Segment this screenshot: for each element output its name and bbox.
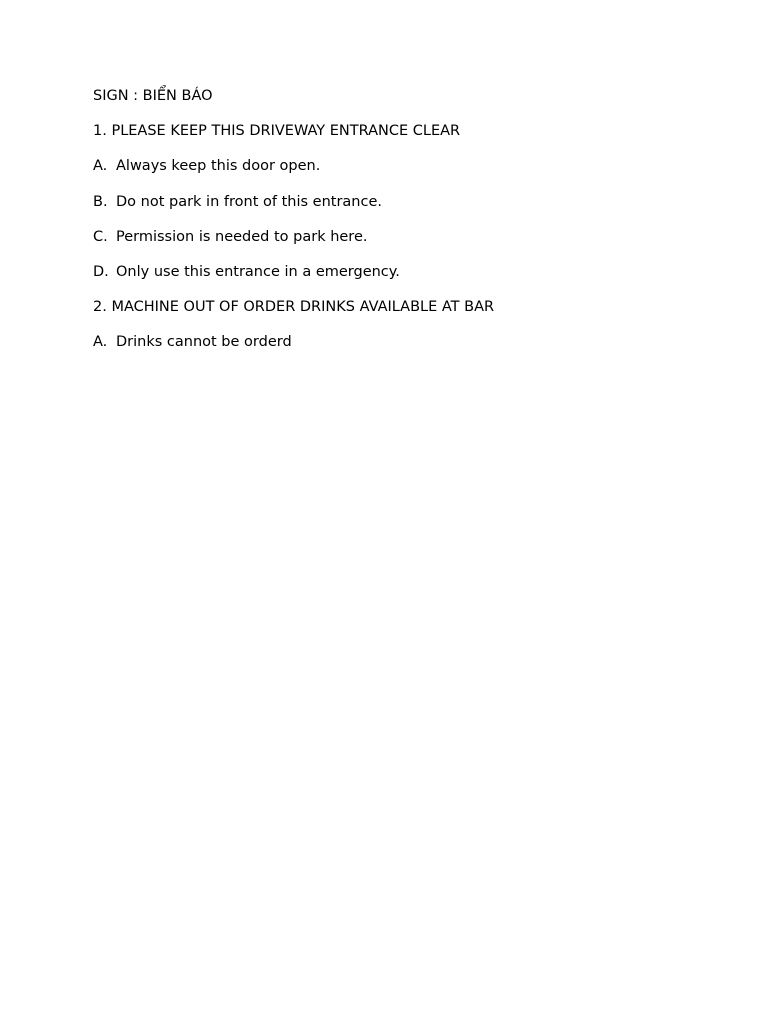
question-2-option-a [93,332,713,352]
question-2-text: 2. MACHINE OUT OF ORDER DRINKS AVAILABLE AT BAR [93,299,495,316]
question-1-option-d [93,262,713,282]
option-letter: A. [93,334,108,351]
option-letter: C. [93,228,108,245]
option-letter: D. [93,263,109,280]
option-text: Always keep this door open. [116,158,321,175]
option-text: Permission is needed to park here. [116,228,368,245]
option-letter: A. [93,158,108,175]
question-1-option-b [93,192,713,212]
question-1-option-c [93,227,713,247]
document-heading: SIGN : BIỂN BÁO [93,88,213,104]
question-1-text: 1. PLEASE KEEP THIS DRIVEWAY ENTRANCE CLEAR [93,123,461,140]
option-text: Drinks cannot be orderd [116,334,292,351]
option-letter: B. [93,193,108,210]
option-text: Do not park in front of this entrance. [116,193,382,210]
document-body [93,86,713,368]
option-text: Only use this entrance in a emergency. [116,263,400,280]
question-1-option-a [93,156,713,176]
